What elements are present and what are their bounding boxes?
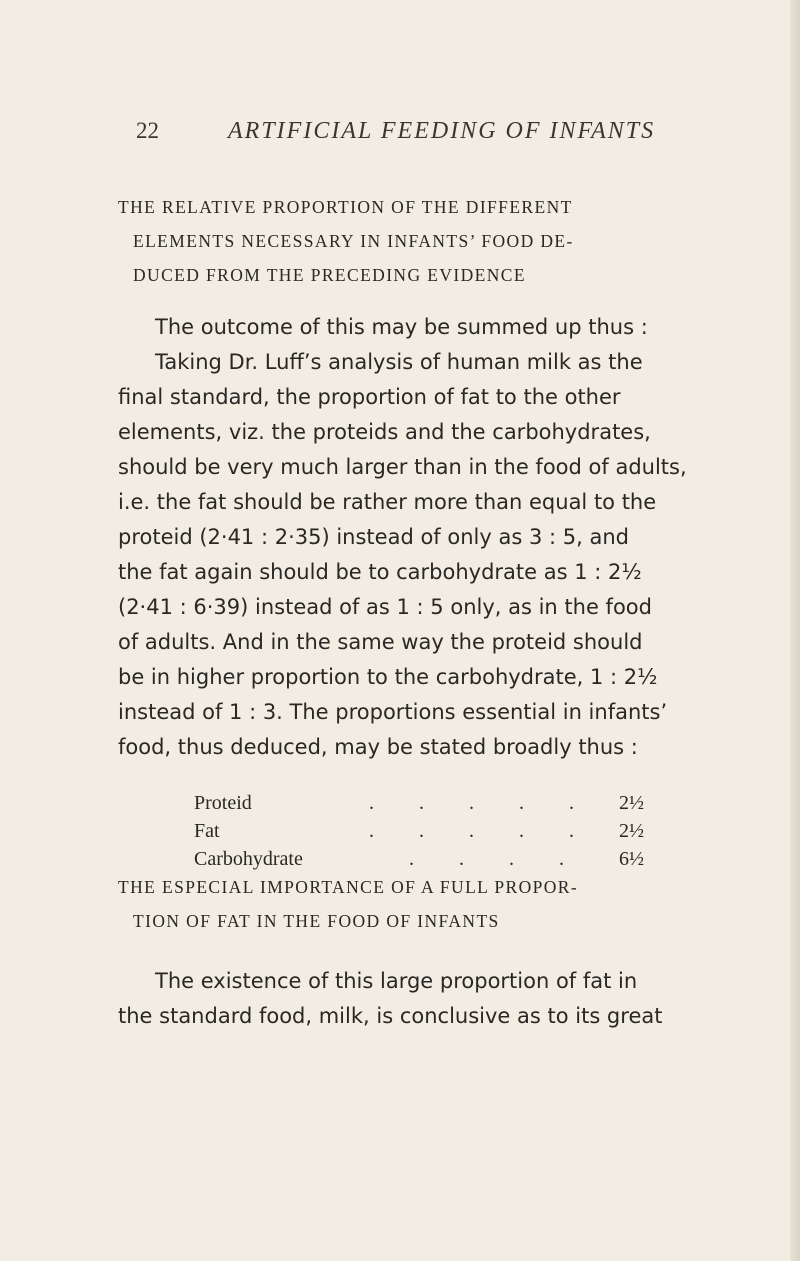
text-line: food, thus deduced, may be stated broadly thus : [118, 735, 638, 759]
row-label: Fat [194, 820, 220, 842]
paragraph-outcome [118, 310, 736, 765]
heading-line: TION OF FAT IN THE FOOD OF INFANTS [133, 911, 500, 931]
row-value: 2½ [619, 792, 644, 814]
proportions-table [194, 792, 644, 876]
text-line: (2·41 : 6·39) instead of as 1 : 5 only, as in the food [118, 595, 652, 619]
leader-dots: . . . . . [369, 792, 594, 814]
leader-dots: . . . . . [369, 820, 594, 842]
page-header [0, 118, 800, 158]
text-line: i.e. the fat should be rather more than equal to the [118, 490, 657, 514]
page-edge [790, 0, 800, 1261]
text-line: the fat again should be to carbohydrate as 1 : 2½ [118, 560, 642, 584]
text-line: final standard, the proportion of fat to the other [118, 385, 621, 409]
text-line: The existence of this large proportion of fat in [155, 969, 638, 993]
heading-line: THE RELATIVE PROPORTION OF THE DIFFERENT [118, 197, 573, 217]
text-line: should be very much larger than in the food of adults, [118, 455, 687, 479]
row-value: 6½ [619, 848, 644, 870]
text-line: the standard food, milk, is conclusive as to its great [118, 1004, 663, 1028]
running-title: ARTIFICIAL FEEDING OF INFANTS [228, 118, 656, 144]
text-line: instead of 1 : 3. The proportions essential in infants’ [118, 700, 668, 724]
text-line: proteid (2·41 : 2·35) instead of only as 3 : 5, and [118, 525, 629, 549]
text-line: be in higher proportion to the carbohydrate, 1 : 2½ [118, 665, 658, 689]
row-value: 2½ [619, 820, 644, 842]
section-heading-especial-importance [118, 870, 748, 938]
table-row [194, 820, 644, 848]
text-line: The outcome of this may be summed up thus : [155, 315, 648, 339]
heading-line: THE ESPECIAL IMPORTANCE OF A FULL PROPOR- [118, 877, 579, 897]
row-label: Carbohydrate [194, 848, 303, 870]
text-line: elements, viz. the proteids and the carbohydrates, [118, 420, 651, 444]
row-label: Proteid [194, 792, 252, 814]
text-line: Taking Dr. Luff’s analysis of human milk as the [155, 350, 643, 374]
heading-line: ELEMENTS NECESSARY IN INFANTS’ FOOD DE- [133, 231, 574, 251]
page-number: 22 [136, 118, 159, 143]
text-line: of adults. And in the same way the proteid should [118, 630, 643, 654]
section-heading-relative-proportion [118, 190, 748, 292]
table-row [194, 792, 644, 820]
paragraph-existence [118, 964, 736, 1034]
heading-line: DUCED FROM THE PRECEDING EVIDENCE [133, 265, 526, 285]
leader-dots: . . . . [409, 848, 584, 870]
